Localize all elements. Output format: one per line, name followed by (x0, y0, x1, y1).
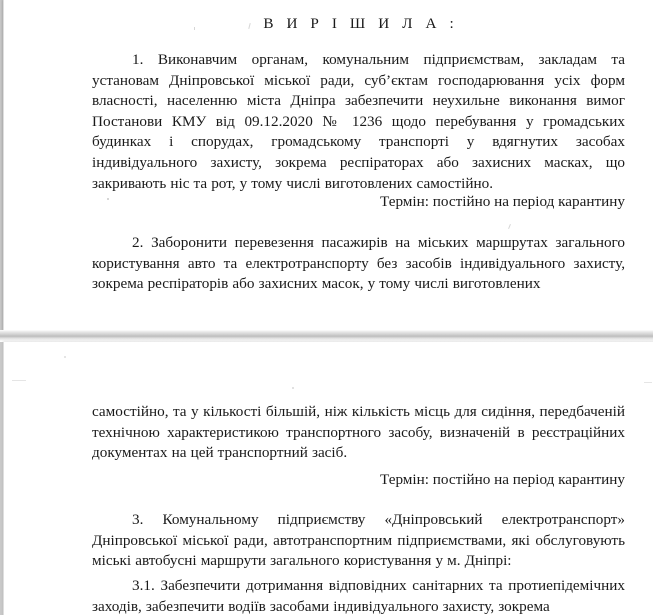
paragraph-3-1: 3.1. Забезпечити дотримання відповідних санітарних та протиепідемічних заходів, забезпечити водіїв засобами індивідуального захисту, зокрема (92, 577, 625, 615)
scan-artifact (508, 224, 511, 229)
paragraph-1: 1. Виконавчим органам, комунальним підприємствам, закладам та установам Дніпровської міської ради, суб’єктам господарювання усіх форм власності, населенню міста Дніпра забезпечити неухильне виконання вимог Постанови КМУ від 09.12.2020 № 1236 щодо перебування у громадських будинках і спорудах, громадському транспорті у вдягнутих засобах індивідуального захисту, зокрема респіраторах або захисних масках, що закривають ніс та рот, у тому числі виготовлених самостійно. (92, 51, 625, 192)
page1-paragraph-2-block (92, 233, 625, 295)
term-line-1: Термін: постійно на період карантину (380, 193, 625, 210)
term-line-2: Термін: постійно на період карантину (380, 471, 625, 488)
paragraph-2: 2. Заборонити перевезення пасажирів на міських маршрутах загального користування авто та електротранспорту без засобів індивідуального захисту, зокрема респіраторів або захисних масок, у тому числі виготовлених (92, 234, 625, 293)
scan-artifact (64, 356, 66, 358)
scan-artifact (292, 387, 294, 389)
document-page-1 (3, 0, 653, 331)
page1-heading-block (92, 14, 625, 34)
paragraph-3: 3. Комунальному підприємству «Дніпровський електротранспорт» Дніпровської міської ради, автотранспортним підприємствами, які обслуговують міські автобусні маршрути загального користування у м. Дніпрі: (92, 511, 625, 570)
page2-term-2-block (92, 470, 625, 491)
document-page-2 (3, 342, 653, 615)
paragraph-2-continuation: самостійно, та у кількості більшій, ніж кількість місць для сидіння, передбаченій технічною характеристикою транспортного засобу, визначеній в реєстраційних документах на цей транспортний засіб. (92, 403, 625, 462)
page2-paragraph-3-1-block (92, 576, 625, 615)
page-separator (0, 330, 653, 342)
page2-paragraph-3-block (92, 510, 625, 572)
page1-term-1-block (92, 192, 625, 213)
page1-paragraph-1-block (92, 50, 625, 194)
scan-artifact (12, 380, 26, 381)
page2-paragraph-2-cont-block (92, 402, 625, 464)
scan-artifact (644, 382, 652, 383)
decision-heading: В И Р І Ш И Л А : (263, 15, 459, 32)
